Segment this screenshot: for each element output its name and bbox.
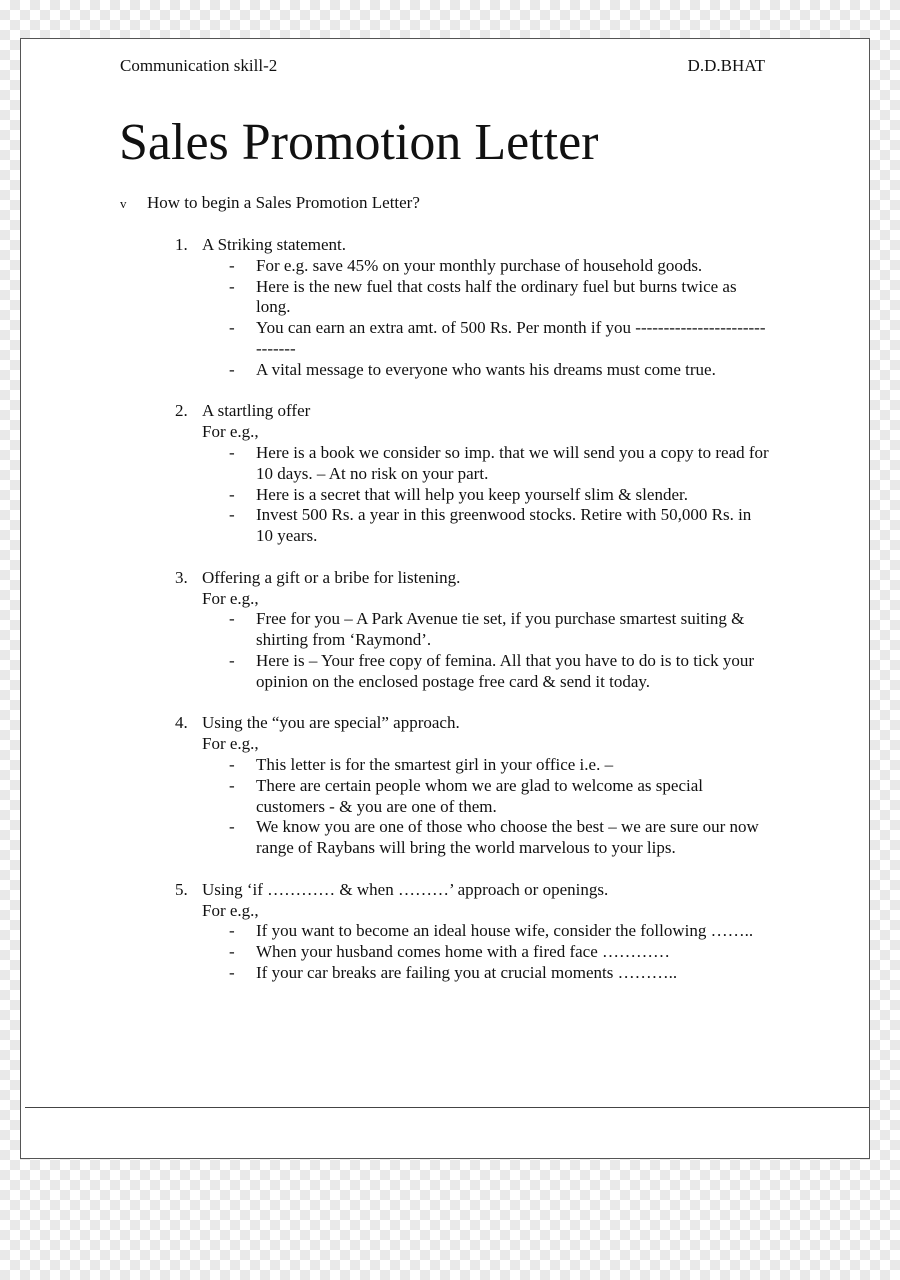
section-heading-text: Offering a gift or a bribe for listening. [202,567,461,587]
section-example-label: For e.g., [202,734,259,754]
example-item [21,443,770,485]
dash-bullet-icon: - [229,817,235,837]
section-heading [21,713,871,734]
section-heading [21,880,871,901]
example-item-text: Invest 500 Rs. a year in this greenwood stocks. Retire with 50,000 Rs. in 10 years. [256,505,752,546]
section-heading [21,235,871,256]
example-item [21,651,770,693]
footer-divider [25,1107,869,1108]
example-item [21,318,770,360]
bullet-icon: v [120,196,127,211]
section-number: 1. [175,235,188,254]
dash-bullet-icon: - [229,276,235,296]
dash-bullet-icon: - [229,775,235,795]
example-item [21,963,770,984]
section-5 [21,880,871,984]
section-heading-text: Using the “you are special” approach. [202,713,460,733]
example-item-text: There are certain people whom we are glad to welcome as special customers - & you are one of them. [256,775,703,816]
example-item-text: If your car breaks are failing you at crucial moments ……….. [256,962,678,982]
section-heading-text: A Striking statement. [202,235,347,254]
dash-bullet-icon: - [229,650,235,670]
section-example-label: For e.g., [202,588,259,608]
dash-bullet-icon: - [229,255,235,275]
dash-bullet-icon: - [229,942,235,962]
example-list [21,921,871,983]
intro-bullet-line [120,193,420,213]
intro-text: How to begin a Sales Promotion Letter? [147,193,420,212]
example-list [21,256,871,381]
example-item-text: Here is – Your free copy of femina. All that you have to do is to tick your opinion on the enclosed postage free card & send it today. [256,650,755,691]
section-heading-text: Using ‘if ………… & when ………’ approach or openings. [202,879,609,899]
example-item-text: When your husband comes home with a fired face ………… [256,942,671,962]
section-example-label: For e.g., [202,900,259,920]
section-number: 2. [175,401,188,421]
example-list [21,443,871,547]
example-item [21,256,770,277]
example-item-text: Here is the new fuel that costs half the ordinary fuel but burns twice as long. [256,276,737,317]
example-item-text: Here is a book we consider so imp. that we will send you a copy to read for 10 days. – At no risk on your part. [256,442,769,483]
header-course-name: Communication skill-2 [120,56,278,75]
document-page [20,38,870,1159]
dash-bullet-icon: - [229,318,235,338]
example-item [21,755,770,776]
example-item-text: For e.g. save 45% on your monthly purchase of household goods. [256,255,703,275]
example-item-text: If you want to become an ideal house wife, consider the following …….. [256,921,754,941]
dash-bullet-icon: - [229,505,235,525]
dash-bullet-icon: - [229,754,235,774]
example-item-text: Free for you – A Park Avenue tie set, if you purchase smartest suiting & shirting from ‘Raymond’. [256,609,745,650]
example-list [21,755,871,859]
example-item [21,921,770,942]
section-1 [21,235,871,381]
sections-list [21,235,871,1004]
section-heading [21,401,871,422]
section-example-label: For e.g., [202,422,259,442]
example-item [21,609,770,651]
example-list [21,609,871,692]
example-item [21,277,770,319]
dash-bullet-icon: - [229,442,235,462]
example-item-text: A vital message to everyone who wants his dreams must come true. [256,359,716,379]
dash-bullet-icon: - [229,921,235,941]
section-3 [21,568,871,693]
section-heading-text: A startling offer [202,401,311,421]
dash-bullet-icon: - [229,962,235,982]
section-2 [21,401,871,547]
example-item-text: You can earn an extra amt. of 500 Rs. Per month if you ------------------------------ [256,318,766,358]
example-item [21,360,770,381]
dash-bullet-icon: - [229,484,235,504]
example-item [21,485,770,506]
section-heading [21,568,871,589]
example-item [21,817,770,859]
dash-bullet-icon: - [229,609,235,629]
section-number: 5. [175,879,188,899]
dash-bullet-icon: - [229,359,235,379]
example-item [21,505,770,547]
section-number: 4. [175,713,188,733]
header-author: D.D.BHAT [687,56,765,75]
example-item [21,942,770,963]
example-item-text: We know you are one of those who choose the best – we are sure our now range of Raybans will bring the world marvelous to your lips. [256,817,759,858]
example-item-text: Here is a secret that will help you keep yourself slim & slender. [256,484,688,504]
example-item-text: This letter is for the smartest girl in your office i.e. – [256,754,614,774]
section-4 [21,713,871,859]
example-item [21,776,770,818]
section-number: 3. [175,567,188,587]
page-title: Sales Promotion Letter [119,114,599,171]
